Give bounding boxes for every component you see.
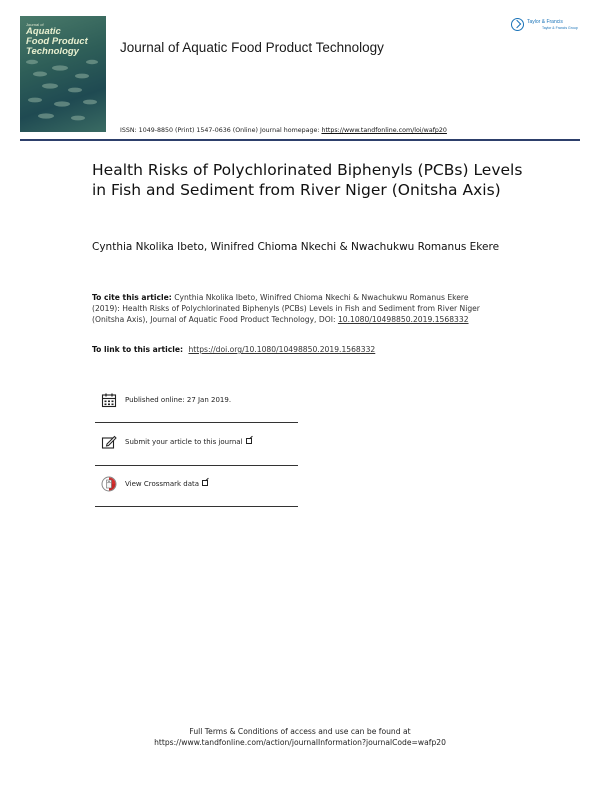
submit-article-link[interactable] [125,438,252,446]
citation-doi-link[interactable]: 10.1080/10498850.2019.1568332 [337,315,469,324]
citation-block [92,292,492,325]
publisher-logo-subtext: Taylor & Francis Group [542,26,578,30]
article-link-line [92,345,512,354]
citation-label: To cite this article: [92,293,172,302]
citation-text: Cynthia Nkolika Ibeto, Winifred Chioma Nkechi & Nwachukwu Romanus Ekere (2019): Health Risks of Polychlorinated Biphenyls (PCBs) Levels in Fish and Sediment from River Niger (Onitsha Axis), Journal of Aquatic Food Product Technology, DOI: [92,293,480,324]
edit-icon [101,434,117,450]
submit-article-row[interactable] [98,434,298,454]
info-divider-1 [95,422,298,423]
article-title: Health Risks of Polychlorinated Biphenyls (PCBs) Levels in Fish and Sediment from River Niger (Onitsha Axis) [92,161,523,199]
cover-title-line-2: Food Product [26,36,88,47]
info-divider-2 [95,465,298,466]
publisher-logo-icon [511,18,524,31]
published-online-row [98,392,298,412]
crossmark-icon [101,476,117,492]
footer-line-1: Full Terms & Conditions of access and use can be found at [189,727,411,736]
header-divider [20,139,580,141]
footer-terms-link[interactable]: https://www.tandfonline.com/action/journalInformation?journalCode=wafp20 [154,738,446,747]
publisher-logo-text: Taylor & Francis [527,19,563,25]
journal-title: Journal of Aquatic Food Product Technology [120,40,384,55]
issn-line [120,127,447,134]
article-authors: Cynthia Nkolika Ibeto, Winifred Chioma Nkechi & Nwachukwu Romanus Ekere [92,241,500,253]
footer-terms [100,726,500,748]
link-label: To link to this article: [92,345,184,354]
cover-title [26,22,106,57]
calendar-icon [101,392,117,408]
external-link-icon [246,438,252,444]
issn-text: ISSN: 1049-8850 (Print) 1547-0636 (Online) Journal homepage: [120,127,320,134]
external-link-icon [202,480,208,486]
crossmark-row[interactable] [98,476,298,496]
cover-small-text: Journal of [26,22,44,27]
submit-article-text: Submit your article to this journal [125,438,243,446]
crossmark-text: View Crossmark data [125,480,200,488]
publisher-logo[interactable] [511,16,583,38]
article-doi-link[interactable]: https://doi.org/10.1080/10498850.2019.1568332 [188,345,376,354]
journal-cover-image [20,16,106,132]
info-divider-3 [95,506,298,507]
journal-homepage-link[interactable]: https://www.tandfonline.com/loi/wafp20 [321,127,447,134]
cover-title-line-3: Technology [26,46,79,57]
crossmark-link[interactable] [125,480,208,488]
published-online-text: Published online: 27 Jan 2019. [125,396,232,404]
cover-title-line-1: Aquatic [26,26,61,37]
